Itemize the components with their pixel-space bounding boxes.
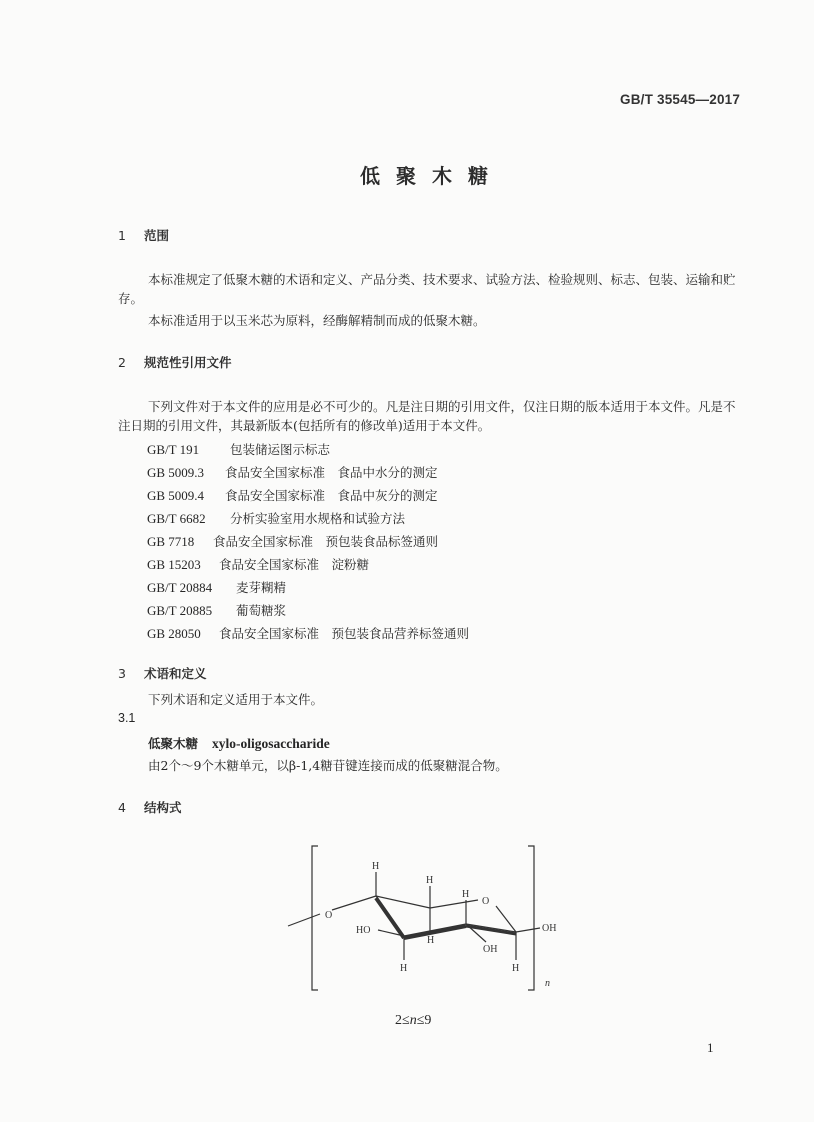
hydrogen-label: H xyxy=(462,889,470,900)
section-1-paragraph-2: 本标准适用于以玉米芯为原料，经酶解精制而成的低聚木糖。 xyxy=(148,313,486,328)
hydrogen-label: H xyxy=(512,963,520,974)
section-title: 范围 xyxy=(144,228,170,243)
hydroxyl-label: OH xyxy=(542,923,557,934)
reference-item: GB/T 20885 葡萄糖浆 xyxy=(147,603,287,618)
hydroxyl-label: OH xyxy=(483,944,498,955)
repeat-index: n xyxy=(545,978,550,989)
hydroxyl-label: HO xyxy=(356,925,371,936)
term-chinese: 低聚木糖 xyxy=(148,736,199,751)
section-2-intro: 下列文件对于本文件的应用是必不可少的。凡是注日期的引用文件，仅注日期的版本适用于本文件。凡是不注日期的引用文件，其最新版本(包括所有的修改单)适用于本文件。 xyxy=(118,399,736,433)
clause-number: 3.1 xyxy=(118,711,136,725)
structural-formula xyxy=(280,838,580,998)
hydrogen-label: H xyxy=(372,861,380,872)
section-number: 2 xyxy=(118,355,126,370)
reference-item: GB 28050 食品安全国家标准 预包装食品营养标签通则 xyxy=(147,626,470,641)
section-number: 1 xyxy=(118,228,126,243)
reference-item: GB 7718 食品安全国家标准 预包装食品标签通则 xyxy=(147,534,439,549)
left-bracket xyxy=(312,846,318,990)
reference-item: GB/T 6682 分析实验室用水规格和试验方法 xyxy=(147,511,406,526)
section-number: 4 xyxy=(118,800,126,815)
section-4-heading xyxy=(118,798,182,816)
hydrogen-label: H xyxy=(426,875,434,886)
section-title: 术语和定义 xyxy=(144,666,207,681)
section-3-intro: 下列术语和定义适用于本文件。 xyxy=(148,692,324,707)
reference-item: GB/T 20884 麦芽糊精 xyxy=(147,580,287,595)
section-1-paragraph-1: 本标准规定了低聚木糖的术语和定义、产品分类、技术要求、试验方法、检验规则、标志、包装、运输和贮存。 xyxy=(118,272,736,306)
oxygen-label-link: O xyxy=(325,910,333,921)
hydrogen-label: H xyxy=(427,935,435,946)
section-1-heading xyxy=(118,226,169,244)
section-title: 结构式 xyxy=(144,800,182,815)
section-3-heading xyxy=(118,664,207,682)
ring-oxygen-label: O xyxy=(482,896,490,907)
repeat-range: 2≤n≤9 xyxy=(395,1013,432,1028)
standard-code: GB/T 35545—2017 xyxy=(620,92,741,107)
reference-item: GB 5009.4 食品安全国家标准 食品中灰分的测定 xyxy=(147,488,438,503)
document-title: 低聚木糖 xyxy=(360,164,504,188)
reference-item: GB 5009.3 食品安全国家标准 食品中水分的测定 xyxy=(147,465,438,480)
page-number: 1 xyxy=(707,1040,714,1055)
reference-item: GB 15203 食品安全国家标准 淀粉糖 xyxy=(147,557,370,572)
section-number: 3 xyxy=(118,666,126,681)
hydrogen-label: H xyxy=(400,963,408,974)
reference-item: GB/T 191 包装储运图示标志 xyxy=(147,442,331,457)
right-bracket xyxy=(528,846,534,990)
section-title: 规范性引用文件 xyxy=(144,355,232,370)
section-2-heading xyxy=(118,353,232,371)
term-entry xyxy=(148,733,330,752)
term-english: xylo-oligosaccharide xyxy=(212,736,330,751)
term-definition: 由2个～9个木糖单元，以β-1,4糖苷键连接而成的低聚糖混合物。 xyxy=(148,758,508,773)
